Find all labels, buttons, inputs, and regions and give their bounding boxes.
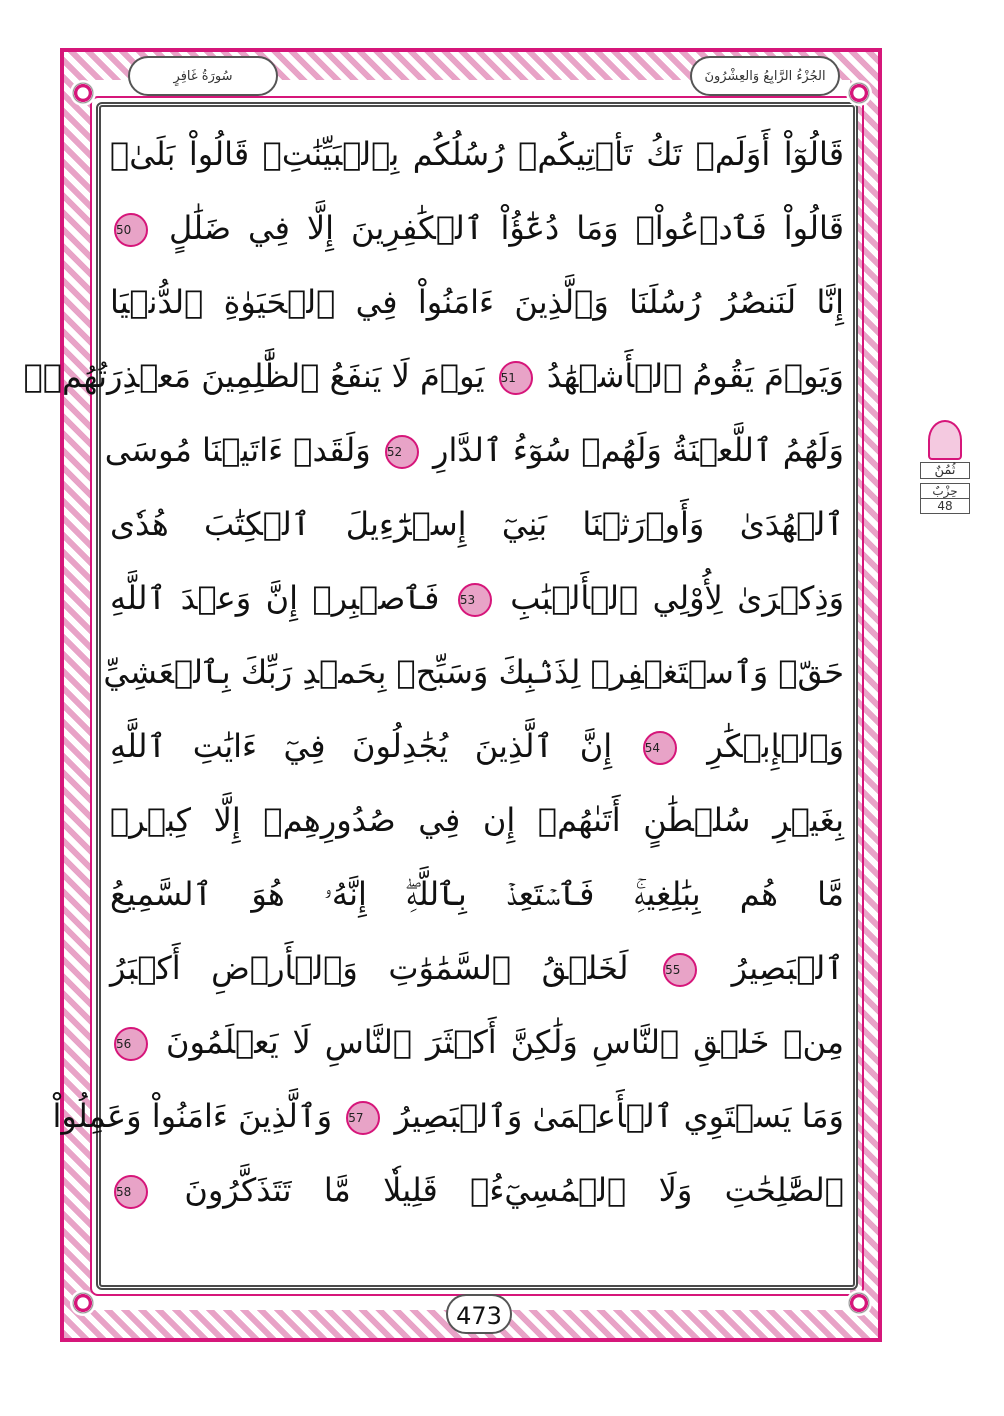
line-text: وَذِكۡرَىٰ لِأُوْلِي ٱلۡأَلۡبَٰبِ xyxy=(510,579,845,617)
line-text: قَالُوٓاْ أَوَلَمۡ تَكُ تَأۡتِيكُمۡ رُسُلُكُم بِٱلۡبَيِّنَٰتِۖ قَالُواْ بَلَىٰۚ xyxy=(110,135,844,173)
line-text: وَمَا يَسۡتَوِي ٱلۡأَعۡمَىٰ وَٱلۡبَصِيرُ xyxy=(394,1097,844,1135)
ayah-number-marker: 54 xyxy=(643,731,677,765)
line-text: مِنۡ خَلۡقِ ٱلنَّاسِ وَلَٰكِنَّ أَكۡثَرَ ٱلنَّاسِ لَا يَعۡلَمُونَ xyxy=(165,1023,845,1061)
juz-name: الجُزْءُ الرَّابِعُ وَالعِشْرُونَ xyxy=(704,68,826,84)
hizb-label: حِزْبٌ xyxy=(932,484,958,498)
page-number: 473 xyxy=(446,1294,512,1334)
line-text: لَخَلۡقُ ٱلسَّمَٰوَٰتِ وَٱلۡأَرۡضِ أَكۡبَرُ xyxy=(110,949,629,987)
line-text: فَٱصۡبِرۡ إِنَّ وَعۡدَ ٱللَّهِ xyxy=(110,579,440,617)
line-text: وَيَوۡمَ يَقُومُ ٱلۡأَشۡهَٰدُ xyxy=(546,357,844,395)
text-line xyxy=(110,932,844,1004)
text-line xyxy=(104,414,844,486)
surah-name-cartouche xyxy=(128,56,278,96)
juz-name-cartouche xyxy=(690,56,840,96)
hizb-ornament-icon xyxy=(928,420,962,460)
line-text: ٱلۡهُدَىٰ وَأَوۡرَثۡنَا بَنِيٓ إِسۡرَٰٓءِيلَ ٱلۡكِتَٰبَ هُدٗى xyxy=(110,505,844,543)
surah-name: سُورَةُ غَافِرٍ xyxy=(173,68,233,84)
ayah-number-marker: 56 xyxy=(114,1027,148,1061)
ayah-number-marker: 51 xyxy=(499,361,533,395)
text-line xyxy=(110,118,844,190)
line-text: إِنَّ ٱلَّذِينَ يُجَٰدِلُونَ فِيٓ ءَايَٰتِ ٱللَّهِ xyxy=(110,727,613,765)
corner-ornament-icon xyxy=(70,1290,96,1316)
text-line xyxy=(110,858,844,930)
text-line xyxy=(103,636,844,708)
line-text: ٱلۡبَصِيرُ xyxy=(731,949,845,987)
hizb-marker xyxy=(920,420,970,526)
text-line xyxy=(110,784,844,856)
ayah-number-marker: 52 xyxy=(385,435,419,469)
line-text: وَٱلَّذِينَ ءَامَنُواْ وَعَمِلُواْ xyxy=(52,1097,333,1135)
line-text: وَٱلۡإِبۡكَٰرِ xyxy=(707,727,845,765)
text-line xyxy=(110,1154,844,1226)
line-text: ٱلصَّٰلِحَٰتِ وَلَا ٱلۡمُسِيٓءُۚ قَلِيلٗا مَّا تَتَذَكَّرُونَ xyxy=(184,1171,844,1209)
text-line xyxy=(52,1080,844,1152)
text-line xyxy=(110,266,844,338)
line-text: وَلَهُمُ ٱللَّعۡنَةُ وَلَهُمۡ سُوٓءُ ٱلدَّارِ xyxy=(433,431,844,469)
hizb-number: 48 xyxy=(921,498,969,513)
text-line xyxy=(23,340,844,412)
text-line xyxy=(110,192,844,264)
line-text: وَلَقَدۡ ءَاتَيۡنَا مُوسَى xyxy=(104,431,371,469)
line-text: قَالُواْ فَٱدۡعُواْۗ وَمَا دُعَٰٓؤُاْ ٱلۡكَٰفِرِينَ إِلَّا فِي ضَلَٰلٍ xyxy=(168,209,845,247)
text-line xyxy=(110,1006,844,1078)
ayah-number-marker: 53 xyxy=(458,583,492,617)
line-text: يَوۡمَ لَا يَنفَعُ ٱلظَّٰلِمِينَ مَعۡذِرَتُهُمۡۖ xyxy=(23,357,485,395)
text-line xyxy=(110,488,844,560)
corner-ornament-icon xyxy=(70,80,96,106)
ayah-number-marker: 50 xyxy=(114,213,148,247)
text-line xyxy=(110,562,844,634)
line-text: بِغَيۡرِ سُلۡطَٰنٍ أَتَىٰهُمۡ إِن فِي صُدُورِهِمۡ إِلَّا كِبۡرٞ xyxy=(110,801,844,839)
hizb-box xyxy=(920,483,970,514)
ayah-number-marker: 55 xyxy=(663,953,697,987)
ayah-number-marker: 57 xyxy=(346,1101,380,1135)
corner-ornament-icon xyxy=(846,80,872,106)
ayah-number-marker: 58 xyxy=(114,1175,148,1209)
line-text: إِنَّا لَنَنصُرُ رُسُلَنَا وَٱلَّذِينَ ءَامَنُواْ فِي ٱلۡحَيَوٰةِ ٱلدُّنۡيَا xyxy=(110,283,844,321)
thumun-label: ثُمُنٌ xyxy=(920,462,970,479)
line-text: حَقّٞ وَٱسۡتَغۡفِرۡ لِذَنۢبِكَ وَسَبِّحۡ بِحَمۡدِ رَبِّكَ بِٱلۡعَشِيِّ xyxy=(103,653,844,691)
line-text: مَّا هُم بِبَٰلِغِيهِۚ فَٱسۡتَعِذۡ بِٱللَّهِۖ إِنَّهُۥ هُوَ ٱلسَّمِيعُ xyxy=(110,875,844,913)
corner-ornament-icon xyxy=(846,1290,872,1316)
text-line xyxy=(110,710,844,782)
